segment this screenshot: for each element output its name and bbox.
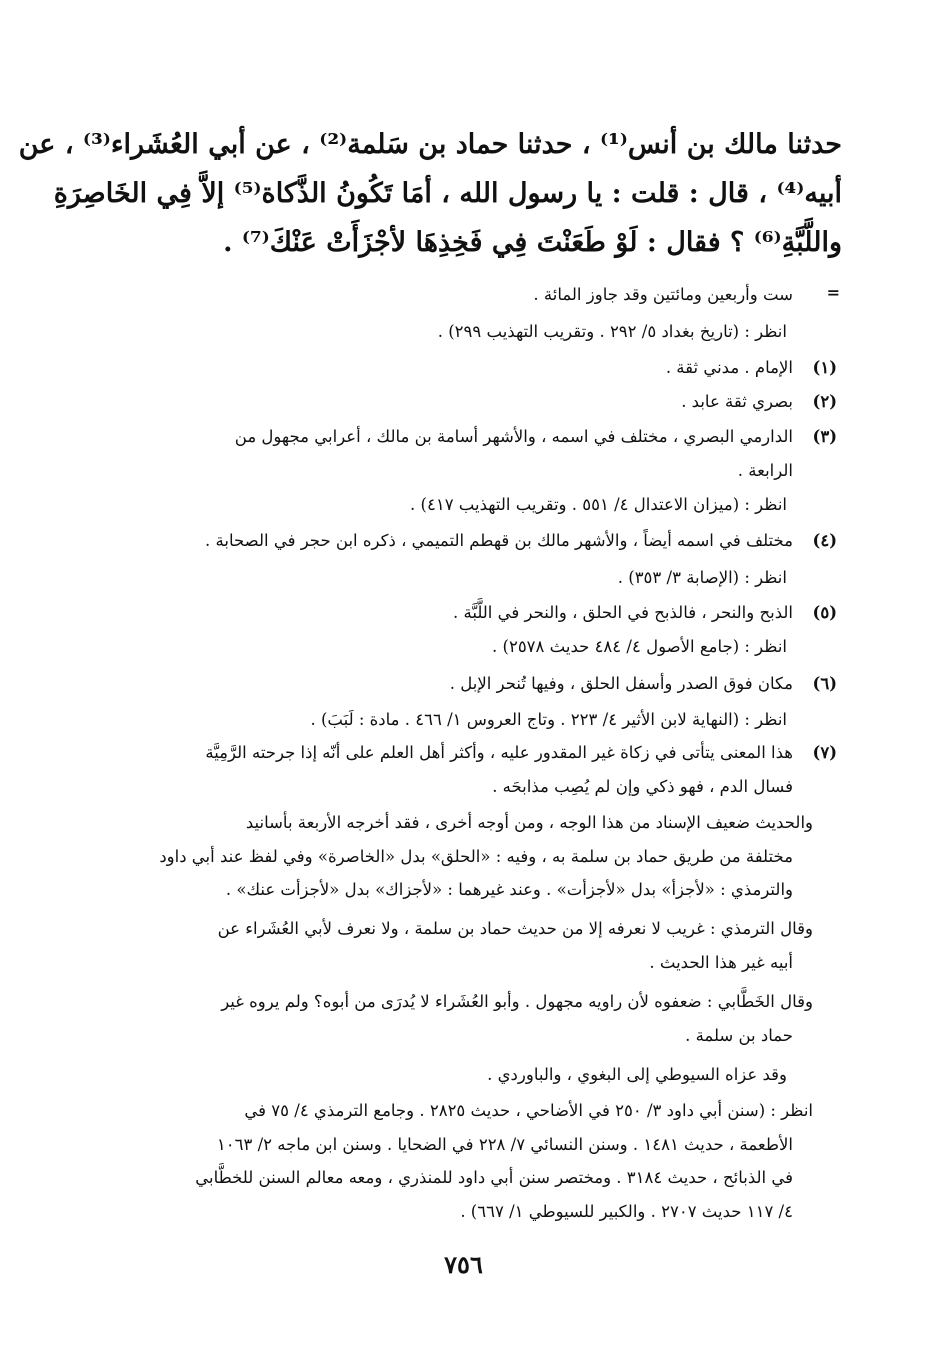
footnote-text: الرابعة . — [737, 460, 793, 480]
footnote-entry — [125, 561, 837, 595]
footnote-text: حماد بن سلمة . — [685, 1025, 793, 1045]
footnote-entry — [125, 315, 837, 349]
footnote-text: أبيه غير هذا الحديث . — [649, 952, 793, 972]
footnote-number: (٦) — [812, 674, 837, 693]
footnote-text: وقال الخَطَّابي : ضعفوه لأن راويه مجهول . وأبو العُشَراء لا يُدرَى من أبوه؟ ولم يروه غير — [221, 992, 813, 1011]
footnote-text: مختلف في اسمه أيضاً ، والأشهر مالك بن قهطم التميمي ، ذكره ابن حجر في الصحابة . — [205, 531, 793, 550]
hadith-line: حدثنا مالك بن أنس⁽¹⁾ ، حدثنا حماد بن سَلمة⁽²⁾ ، عن أبي العُشَراء⁽³⁾ ، عن — [18, 129, 842, 160]
footnote-entry — [125, 985, 837, 1052]
footnote-entry — [125, 278, 837, 312]
footnote-entry — [125, 420, 837, 487]
footnote-text: في الذبائح ، حديث ٣١٨٤ . ومختصر سنن أبي داود للمنذري ، ومعه معالم السنن للخطَّابي — [195, 1168, 793, 1187]
footnote-entry — [125, 385, 837, 419]
footnote-entry — [125, 596, 837, 630]
footnote-entry — [125, 912, 837, 979]
footnote-text: مختلفة من طريق حماد بن سلمة به ، وفيه : «الحلق» بدل «الخاصرة» وفي لفظ عند أبي داود — [159, 846, 793, 866]
footnote-text: الإمام . مدني ثقة . — [665, 358, 793, 377]
footnote-text: انظر : (الإصابة ٣/ ٣٥٣) . — [617, 568, 787, 587]
footnote-number: (٥) — [812, 603, 837, 622]
footnote-number: (٣) — [812, 427, 837, 446]
footnote-text: الأطعمة ، حديث ١٤٨١ . وسنن النسائي ٧/ ٢٢٨ في الضحايا . وسنن ابن ماجه ٢/ ١٠٦٣ — [216, 1134, 793, 1154]
footnote-text: الدارمي البصري ، مختلف في اسمه ، والأشهر أسامة بن مالك ، أعرابي مجهول من — [234, 427, 793, 446]
footnote-entry — [125, 1058, 837, 1092]
footnote-text: انظر : (جامع الأصول ٤/ ٤٨٤ حديث ٢٥٧٨) . — [492, 637, 787, 656]
footnote-text: والترمذي : «لأجزأ» بدل «لأجزأت» . وعند غيرهما : «لأجزاك» بدل «لأجزأت عنك» . — [225, 880, 793, 899]
hadith-line: أبيه⁽⁴⁾ ، قال : قلت : يا رسول الله ، أمَا تَكُونُ الذَّكاة⁽⁵⁾ إلاَّ فِي الخَاصِرَةِ — [53, 178, 842, 209]
footnote-text: ٤/ ١١٧ حديث ٢٧٠٧ . والكبير للسيوطي ١/ ٦٦٧) . — [460, 1201, 793, 1221]
footnote-text: هذا المعنى يتأتى في زكاة غير المقدور عليه ، وأكثر أهل العلم على أنّه إذا جرحته الرَّمِيَّة — [205, 743, 793, 762]
footnote-entry — [125, 1094, 837, 1228]
footnote-text: والحديث ضعيف الإسناد من هذا الوجه ، ومن أوجه أخرى ، فقد أخرجه الأربعة بأسانيد — [245, 813, 813, 832]
footnote-entry — [125, 736, 837, 803]
footnote-entry — [125, 524, 837, 558]
page-number: ٧٥٦ — [444, 1250, 483, 1279]
footnote-number: (١) — [812, 358, 837, 377]
footnote-text: انظر : (ميزان الاعتدال ٤/ ٥٥١ . وتقريب التهذيب ٤١٧) . — [410, 495, 787, 514]
footnote-entry — [125, 351, 837, 385]
footnote-text: ست وأربعين ومائتين وقد جاوز المائة . — [533, 285, 793, 304]
footnote-text: الذبح والنحر ، فالذبح في الحلق ، والنحر في اللَّبَّة . — [453, 603, 793, 622]
hadith-text — [18, 120, 842, 267]
footnote-text: انظر : (سنن أبي داود ٣/ ٢٥٠ في الأضاحي ، حديث ٢٨٢٥ . وجامع الترمذي ٤/ ٧٥ في — [244, 1101, 813, 1120]
hadith-line: واللَّبَّةِ⁽⁶⁾ ؟ فقال : لَوْ طَعَنْتَ فِي فَخِذِهَا لأجْزَأَتْ عَنْكَ⁽⁷⁾ . — [223, 227, 842, 258]
footnote-entry — [125, 488, 837, 522]
footnote-number: (٤) — [812, 531, 837, 550]
footnote-text: انظر : (تاريخ بغداد ٥/ ٢٩٢ . وتقريب التهذيب ٢٩٩) . — [437, 322, 787, 341]
footnote-number: (٢) — [812, 392, 837, 411]
footnote-text: انظر : (النهاية لابن الأثير ٤/ ٢٢٣ . وتاج العروس ١/ ٤٦٦ . مادة : لَبَبَ) . — [310, 710, 787, 729]
footnote-entry — [125, 667, 837, 701]
footnote-entry — [125, 703, 837, 737]
footnote-entry — [125, 630, 837, 664]
footnote-text: فسال الدم ، فهو ذكي وإن لم يُصِب مذابحَه . — [492, 776, 793, 796]
footnote-text: وقد عزاه السيوطي إلى البغوي ، والباوردي . — [487, 1065, 787, 1084]
footnote-text: مكان فوق الصدر وأسفل الحلق ، وفيها تُنحر الإبل . — [449, 674, 793, 693]
footnote-entry — [125, 806, 837, 907]
footnote-text: بصري ثقة عابد . — [681, 392, 793, 411]
footnote-text: وقال الترمذي : غريب لا نعرفه إلا من حديث حماد بن سلمة ، ولا نعرف لأبي العُشَراء عن — [217, 919, 813, 938]
footnote-continuation-mark: = — [826, 283, 840, 302]
footnote-number: (٧) — [812, 743, 837, 762]
